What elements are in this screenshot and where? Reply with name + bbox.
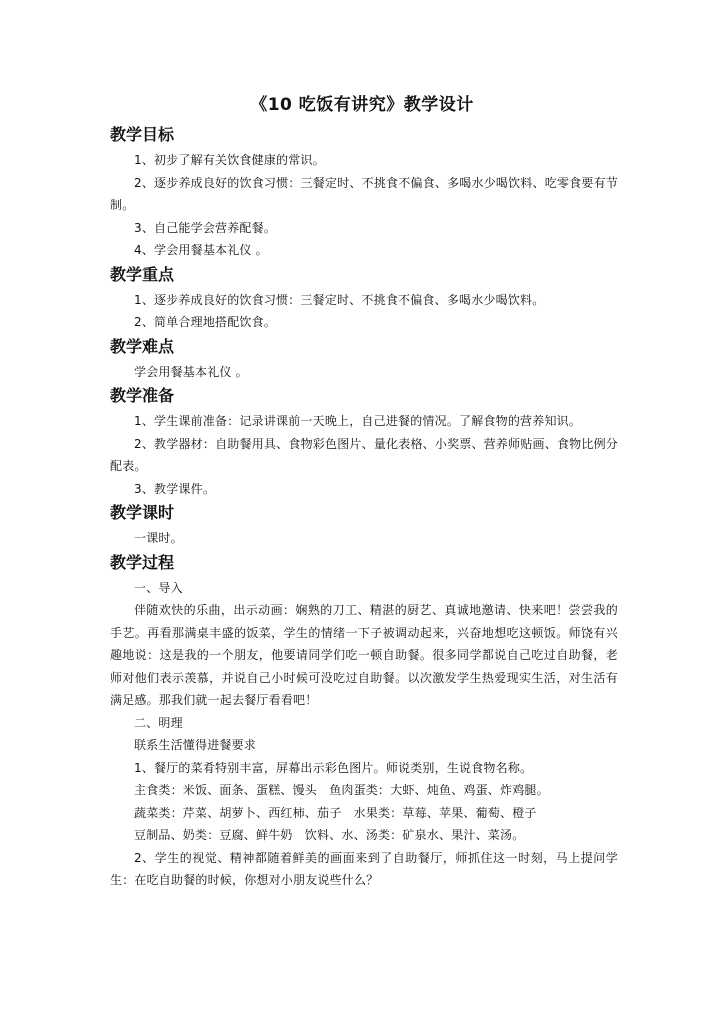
- section-heading: 教学重点: [110, 264, 175, 284]
- section-heading: 教学难点: [110, 336, 175, 356]
- paragraph: 主食类：米饭、面条、蛋糕、馒头 鱼肉蛋类：大虾、炖鱼、鸡蛋、炸鸡腿。: [134, 783, 549, 797]
- subheading: 一、导入: [134, 580, 183, 595]
- section-heading: 教学准备: [110, 386, 175, 405]
- paragraph: 3、自己能学会营养配餐。: [134, 220, 277, 235]
- paragraph: 2、简单合理地搭配饮食。: [134, 315, 277, 329]
- paragraph: 联系生活懂得进餐要求: [134, 738, 257, 752]
- paragraph: 1、逐步养成良好的饮食习惯：三餐定时、不挑食不偏食、多喝水少喝饮料。: [134, 292, 545, 307]
- section-heading: 教学目标: [110, 125, 175, 144]
- section-heading: 教学过程: [110, 552, 175, 572]
- paragraph: 1、餐厅的菜肴特别丰富，屏幕出示彩色图片。师说类别，生说食物名称。: [134, 760, 533, 775]
- paragraph: 学会用餐基本礼仪 。: [134, 364, 248, 379]
- paragraph: 豆制品、奶类：豆腐、鲜牛奶 饮料、水、汤类：矿泉水、果汁、菜汤。: [134, 828, 525, 842]
- subheading: 二、明理: [134, 715, 183, 730]
- paragraph: 蔬菜类：芹菜、胡萝卜、西红柿、茄子 水果类：草莓、苹果、葡萄、橙子: [134, 805, 537, 820]
- paragraph: 3、教学课件。: [134, 481, 216, 496]
- paragraph: 1、学生课前准备：记录讲课前一天晚上，自己进餐的情况。了解食物的营养知识。: [134, 414, 582, 428]
- document-body: [110, 122, 618, 892]
- paragraph: 2、学生的视觉、精神都随着鲜美的画面来到了自助餐厅，师抓住这一时刻，马上提问学生：在吃自助餐的时候，你想对小朋友说些什么？: [110, 850, 618, 887]
- document-title: 《10 吃饭有讲究》教学设计: [250, 95, 474, 115]
- paragraph: 4、学会用餐基本礼仪 。: [134, 243, 268, 257]
- paragraph: 一课时。: [134, 531, 183, 545]
- paragraph: 2、教学器材：自助餐用具、食物彩色图片、量化表格、小奖票、营养师贴画、食物比例分配表。: [110, 436, 618, 473]
- section-heading: 教学课时: [110, 503, 175, 522]
- paragraph: 伴随欢快的乐曲，出示动画：娴熟的刀工、精湛的厨艺、真诚地邀请、快来吧！尝尝我的手艺。再看那满桌丰盛的饭菜，学生的情绪一下子被调动起来，兴奋地想吃这顿饭。师饶有兴趣地说：这是我的一个朋友，他要请同学们吃一顿自助餐。很多同学都说自己吃过自助餐，老师对他们表示羡慕，并说自己小时候可没吃过自助餐。以次激发学生热爱现实生活，对生活有满足感。那我们就一起去餐厅看看吧！: [110, 603, 618, 707]
- paragraph: 1、初步了解有关饮食健康的常识。: [134, 153, 325, 167]
- paragraph: 2、逐步养成良好的饮食习惯：三餐定时、不挑食不偏食、多喝水少喝饮料、吃零食要有节制。: [110, 175, 618, 212]
